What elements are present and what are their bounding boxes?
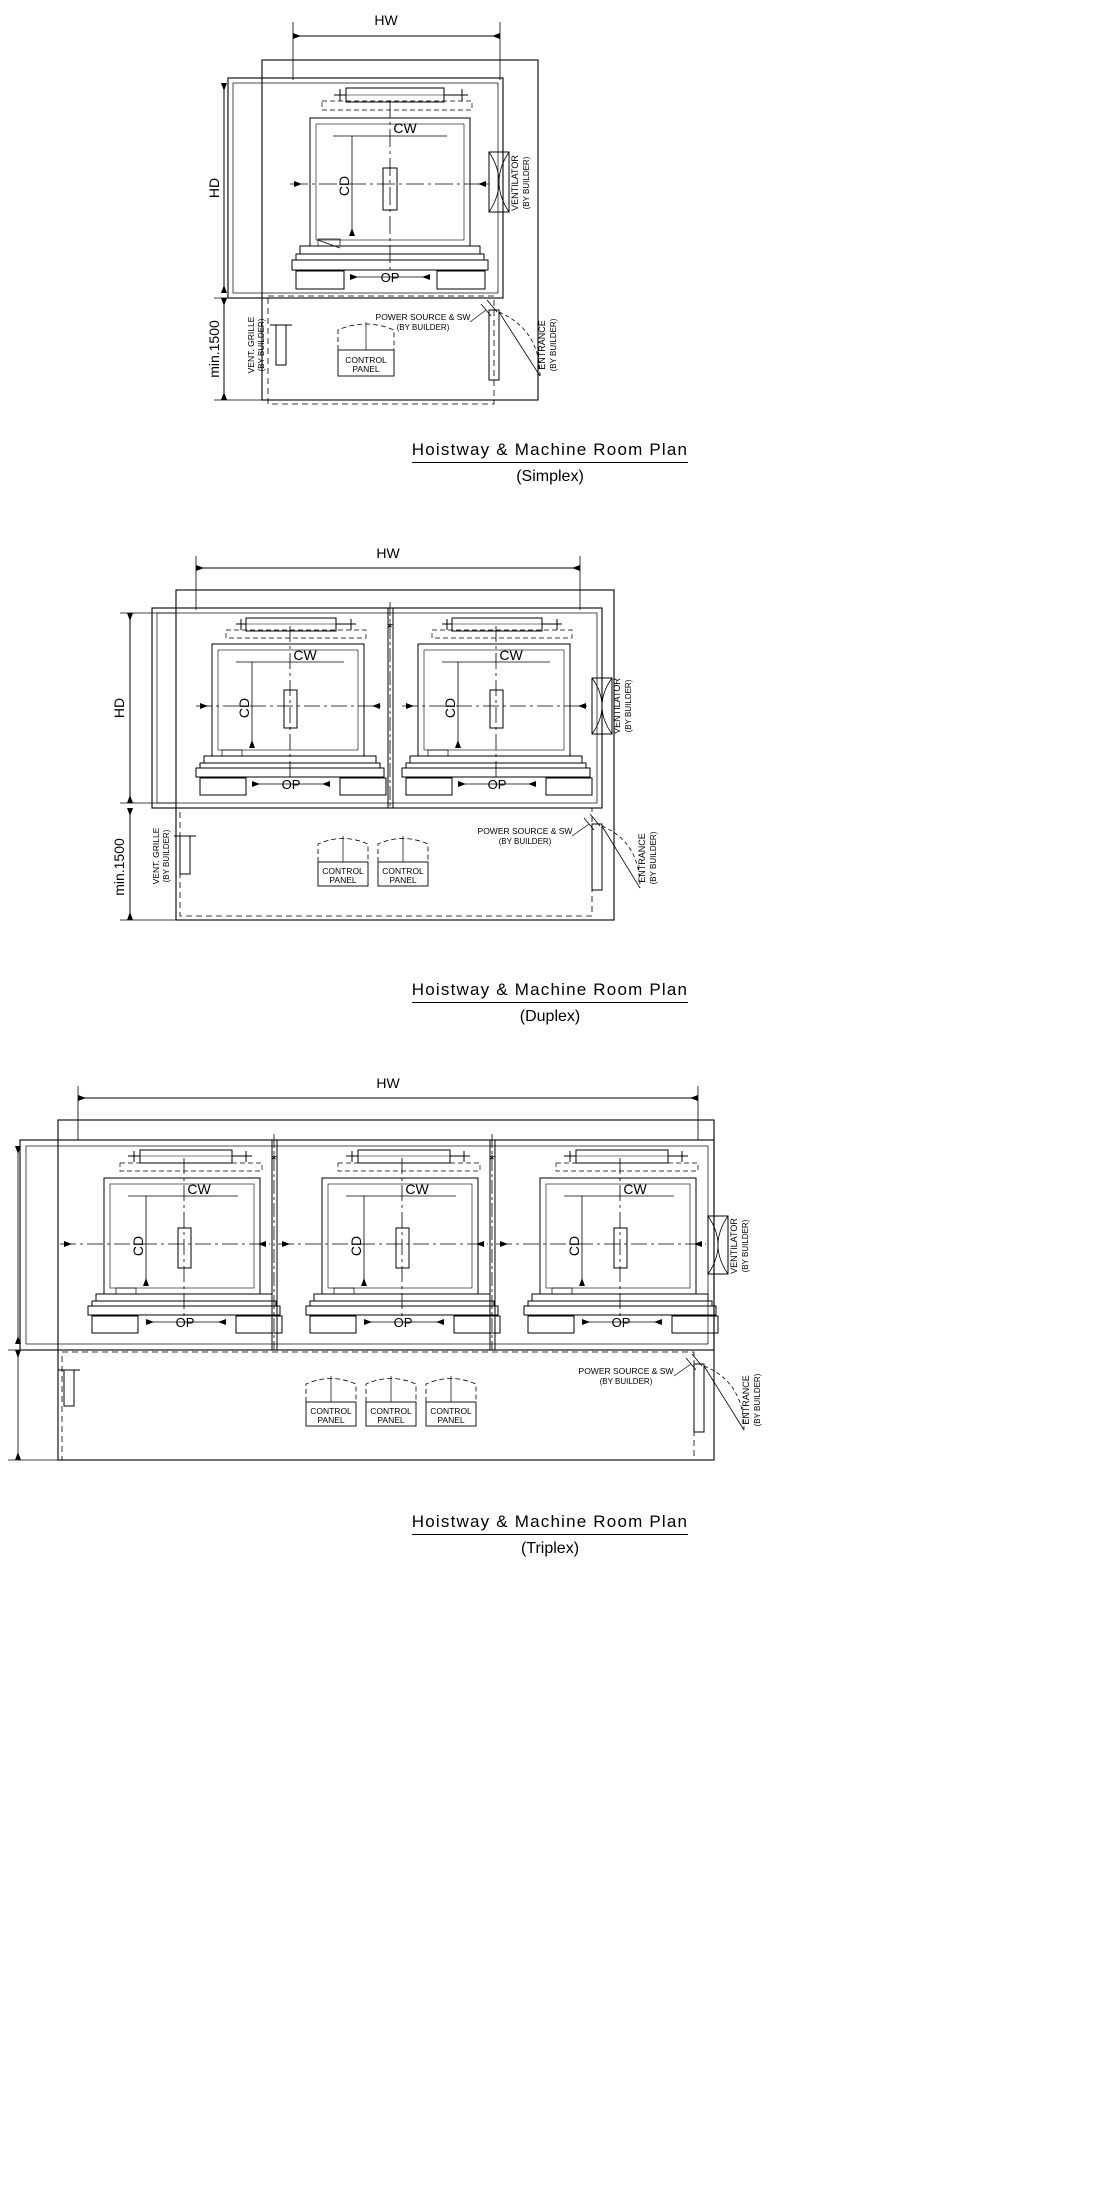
label-power-source: POWER SOURCE & SW — [578, 1366, 674, 1376]
caption-simplex-sub: (Simplex) — [516, 468, 584, 485]
label-ventilator-by: (BY BUILDER) — [624, 679, 633, 733]
label-vent-grille: VENT. GRILLE — [151, 827, 161, 885]
label-control-panel-line2: PANEL — [352, 364, 380, 374]
label-power-source-by: (BY BUILDER) — [599, 1377, 653, 1386]
label-control-panel-1-line2: PANEL — [317, 1415, 345, 1425]
label-min-depth: min.1500 — [111, 838, 127, 896]
label-ventilator-by: (BY BUILDER) — [741, 1219, 750, 1273]
plan-triplex-drawing — [0, 1060, 1100, 1500]
plan-simplex — [0, 0, 1100, 520]
label-power-source: POWER SOURCE & SW — [477, 826, 573, 836]
plan-duplex-drawing — [0, 540, 1100, 1020]
label-entrance: ENTRANCE — [741, 1375, 751, 1425]
label-entrance-by: (BY BUILDER) — [753, 1373, 762, 1427]
label-cd-3: CD — [566, 1235, 582, 1257]
label-cd-2: CD — [348, 1235, 364, 1257]
label-hd: HD — [206, 177, 222, 199]
label-ventilator-by: (BY BUILDER) — [522, 156, 531, 210]
label-cw-1: CW — [187, 1181, 211, 1197]
label-cw-left: CW — [293, 647, 317, 663]
label-control-panel-1-line2: PANEL — [329, 875, 357, 885]
caption-simplex-main: Hoistway & Machine Room Plan — [412, 440, 688, 463]
label-cd-1: CD — [130, 1235, 146, 1257]
label-star-2: * — [489, 1151, 495, 1167]
caption-triplex-sub: (Triplex) — [520, 1540, 580, 1557]
label-cw-3: CW — [623, 1181, 647, 1197]
label-control-panel-2-line1: CONTROL — [382, 866, 424, 876]
label-cd: CD — [336, 175, 352, 197]
label-cw-right: CW — [499, 647, 523, 663]
caption-duplex — [0, 980, 1100, 1026]
plan-simplex-drawing — [0, 0, 1100, 500]
caption-duplex-sub: (Duplex) — [519, 1008, 581, 1025]
caption-duplex-main: Hoistway & Machine Room Plan — [412, 980, 688, 1003]
label-control-panel-line1: CONTROL — [345, 355, 387, 365]
label-entrance: ENTRANCE — [637, 833, 647, 883]
label-control-panel-2-line1: CONTROL — [370, 1406, 412, 1416]
caption-triplex-main: Hoistway & Machine Room Plan — [412, 1512, 688, 1535]
label-entrance: ENTRANCE — [537, 320, 547, 370]
label-control-panel-2-line2: PANEL — [377, 1415, 405, 1425]
label-control-panel-1-line1: CONTROL — [310, 1406, 352, 1416]
label-control-panel-3-line2: PANEL — [437, 1415, 465, 1425]
label-cw-2: CW — [405, 1181, 429, 1197]
label-op-2: OP — [393, 1315, 413, 1330]
label-op-3: OP — [611, 1315, 631, 1330]
label-power-source: POWER SOURCE & SW — [375, 312, 471, 322]
label-ventilator: VENTILATOR — [729, 1218, 739, 1274]
label-ventilator: VENTILATOR — [612, 678, 622, 734]
label-star: * — [387, 619, 393, 635]
label-hd: HD — [111, 697, 127, 719]
label-vent-grille: VENT. GRILLE — [246, 316, 256, 374]
label-control-panel-3-line1: CONTROL — [430, 1406, 472, 1416]
label-vent-grille-by: (BY BUILDER) — [162, 829, 171, 883]
label-control-panel-1-line1: CONTROL — [322, 866, 364, 876]
plan-triplex — [0, 1060, 1100, 2200]
label-entrance-by: (BY BUILDER) — [549, 318, 558, 372]
caption-simplex — [0, 440, 1100, 486]
label-star-1: * — [271, 1151, 277, 1167]
label-cw: CW — [393, 120, 417, 136]
label-power-source-by: (BY BUILDER) — [498, 837, 552, 846]
label-min-depth: min.1500 — [206, 320, 222, 378]
label-hw: HW — [376, 1075, 400, 1091]
caption-triplex — [0, 1512, 1100, 1558]
label-op-left: OP — [281, 777, 301, 792]
label-op-1: OP — [175, 1315, 195, 1330]
label-ventilator: VENTILATOR — [510, 155, 520, 211]
label-cd-left: CD — [236, 697, 252, 719]
label-control-panel-2-line2: PANEL — [389, 875, 417, 885]
label-power-source-by: (BY BUILDER) — [396, 323, 450, 332]
label-vent-grille-by: (BY BUILDER) — [257, 318, 266, 372]
plan-duplex — [0, 540, 1100, 1060]
label-op: OP — [380, 270, 400, 285]
label-cd-right: CD — [442, 697, 458, 719]
label-hw: HW — [376, 545, 400, 561]
label-hw: HW — [374, 12, 398, 28]
label-entrance-by: (BY BUILDER) — [649, 831, 658, 885]
label-op-right: OP — [487, 777, 507, 792]
